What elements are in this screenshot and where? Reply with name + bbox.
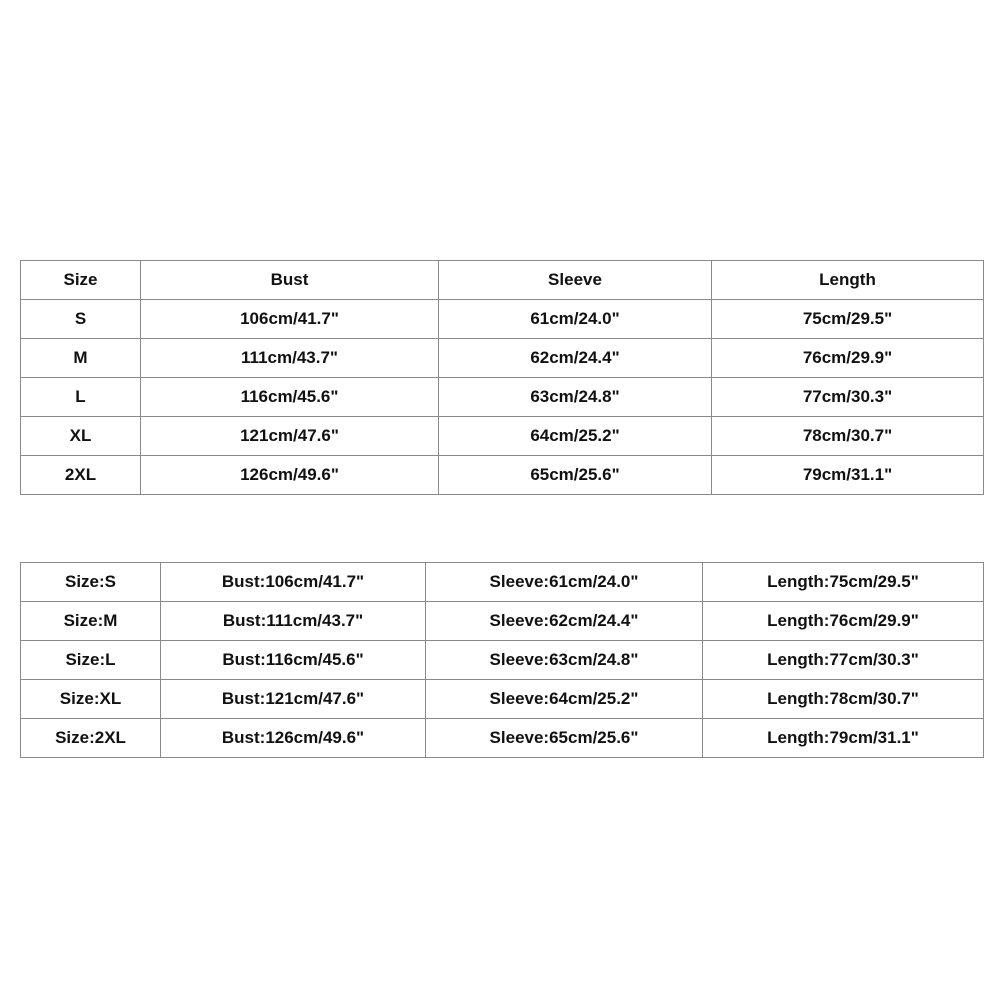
cell-sleeve: 63cm/24.8" (439, 378, 712, 417)
cell-bust: 126cm/49.6" (141, 456, 439, 495)
cell-sleeve: Sleeve:61cm/24.0" (426, 563, 703, 602)
cell-bust: 116cm/45.6" (141, 378, 439, 417)
size-chart-table (20, 260, 984, 495)
cell-size: 2XL (21, 456, 141, 495)
cell-length: 75cm/29.5" (712, 300, 984, 339)
cell-bust: Bust:111cm/43.7" (161, 602, 426, 641)
cell-size: Size:M (21, 602, 161, 641)
cell-bust: Bust:121cm/47.6" (161, 680, 426, 719)
cell-sleeve: Sleeve:62cm/24.4" (426, 602, 703, 641)
table-row (21, 300, 984, 339)
cell-bust: 111cm/43.7" (141, 339, 439, 378)
cell-size: Size:XL (21, 680, 161, 719)
cell-length: 76cm/29.9" (712, 339, 984, 378)
cell-size: Size:S (21, 563, 161, 602)
table-row (21, 641, 984, 680)
cell-length: 77cm/30.3" (712, 378, 984, 417)
cell-size: Size:2XL (21, 719, 161, 758)
cell-bust: Bust:106cm/41.7" (161, 563, 426, 602)
cell-length: Length:78cm/30.7" (703, 680, 984, 719)
cell-bust: Bust:126cm/49.6" (161, 719, 426, 758)
cell-length: 78cm/30.7" (712, 417, 984, 456)
table-row (21, 680, 984, 719)
cell-size: Size:L (21, 641, 161, 680)
cell-size: XL (21, 417, 141, 456)
cell-sleeve: Sleeve:63cm/24.8" (426, 641, 703, 680)
table-row (21, 456, 984, 495)
header-length: Length (712, 261, 984, 300)
header-bust: Bust (141, 261, 439, 300)
cell-size: S (21, 300, 141, 339)
cell-sleeve: 64cm/25.2" (439, 417, 712, 456)
header-sleeve: Sleeve (439, 261, 712, 300)
cell-sleeve: Sleeve:65cm/25.6" (426, 719, 703, 758)
table-row (21, 378, 984, 417)
cell-bust: 121cm/47.6" (141, 417, 439, 456)
cell-length: Length:79cm/31.1" (703, 719, 984, 758)
table-row (21, 602, 984, 641)
cell-size: L (21, 378, 141, 417)
cell-length: Length:77cm/30.3" (703, 641, 984, 680)
cell-sleeve: 65cm/25.6" (439, 456, 712, 495)
cell-bust: 106cm/41.7" (141, 300, 439, 339)
table-row (21, 563, 984, 602)
cell-sleeve: 62cm/24.4" (439, 339, 712, 378)
table-header-row (21, 261, 984, 300)
labeled-size-chart-table (20, 562, 984, 758)
header-size: Size (21, 261, 141, 300)
cell-length: Length:75cm/29.5" (703, 563, 984, 602)
cell-size: M (21, 339, 141, 378)
cell-length: Length:76cm/29.9" (703, 602, 984, 641)
table-row (21, 719, 984, 758)
cell-sleeve: 61cm/24.0" (439, 300, 712, 339)
cell-length: 79cm/31.1" (712, 456, 984, 495)
table-row (21, 339, 984, 378)
table-row (21, 417, 984, 456)
cell-sleeve: Sleeve:64cm/25.2" (426, 680, 703, 719)
cell-bust: Bust:116cm/45.6" (161, 641, 426, 680)
